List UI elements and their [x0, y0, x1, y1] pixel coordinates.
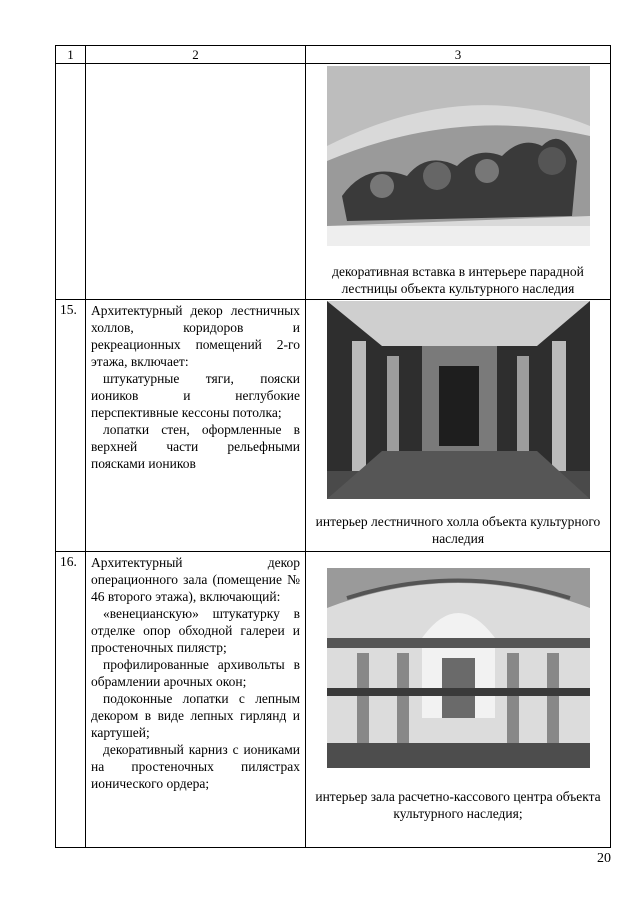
row-description	[86, 552, 306, 848]
header-col-1: 1	[56, 46, 86, 64]
desc-paragraph: «венецианскую» штукатурку в отделке опор обходной галереи и простеночных пилястр;	[91, 606, 300, 655]
desc-paragraph: штукатурные тяги, пояски иоников и неглубокие перспективные кессоны потолка;	[91, 371, 300, 420]
table-row	[56, 300, 611, 552]
heritage-table	[55, 45, 611, 848]
table-row	[56, 552, 611, 848]
desc-paragraph: Архитектурный декор операционного зала (помещение № 46 второго этажа), включающий:	[91, 555, 300, 604]
row-image-cell	[306, 64, 611, 300]
row-description	[86, 300, 306, 552]
desc-paragraph: декоративный карниз с иониками на простеночных пилястрах ионического ордера;	[91, 742, 300, 791]
desc-paragraph: подоконные лопатки с лепным декором в виде лепных гирлянд и картушей;	[91, 691, 300, 740]
row-description	[86, 64, 306, 300]
row-image-cell	[306, 552, 611, 848]
header-col-3: 3	[306, 46, 611, 64]
table-row	[56, 64, 611, 300]
image-caption: интерьер лестничного холла объекта культурного наследия	[315, 514, 601, 546]
relief-ornament-photo	[327, 66, 590, 246]
desc-paragraph: Архитектурный декор лестничных холлов, коридоров и рекреационных помещений 2-го этажа, включает:	[91, 303, 300, 369]
image-caption: декоративная вставка в интерьере парадной лестницы объекта культурного наследия	[332, 264, 584, 296]
desc-paragraph: профилированные архивольты в обрамлении арочных окон;	[91, 657, 300, 689]
stair-hall-photo	[327, 301, 590, 499]
table-header-row	[56, 46, 611, 64]
row-number: 16.	[56, 552, 86, 848]
row-number: 15.	[56, 300, 86, 552]
header-col-2: 2	[86, 46, 306, 64]
row-number	[56, 64, 86, 300]
operating-hall-photo	[327, 568, 590, 768]
image-caption: интерьер зала расчетно-кассового центра объекта культурного наследия;	[315, 789, 601, 821]
desc-paragraph: лопатки стен, оформленные в верхней части рельефными поясками иоников	[91, 422, 300, 471]
page-number: 20	[597, 851, 611, 866]
row-image-cell	[306, 300, 611, 552]
